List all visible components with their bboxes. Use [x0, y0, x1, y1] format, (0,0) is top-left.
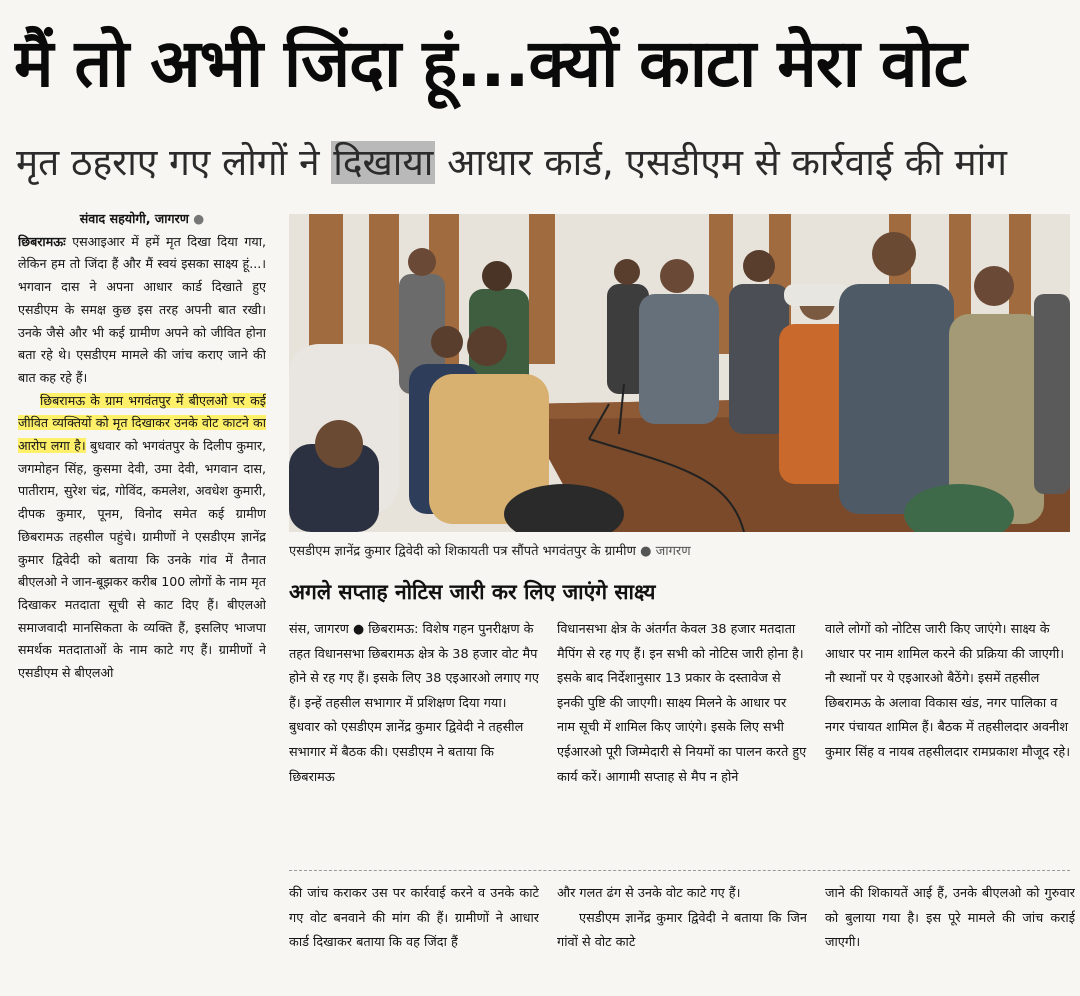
story1-para2-text: बुधवार को भगवंतपुर के दिलीप कुमार, जगमोहन सिंह, कुसमा देवी, उमा देवी, भगवान दास, पातीराम, सुरेश चंद्र, गोविंद, कमलेश, अवधेश कुमारी, दीपक कुमार, पूनम, विनोद समेत कई ग्रामीण छिबरामऊ तहसील पहुंचे। ग्रामीणों ने एसडीएम ज्ञानेंद्र कुमार द्विवेदी को बताया कि उनके गांव में तैनात बीएलओ ने जान-बूझकर करीब 100 लोगों के नाम मृत दिखाकर मतदाता सूची से काट दिए हैं। बीएलओ समाजवादी मानसिकता के व्यक्ति हैं, इसलिए भाजपा समर्थक मतदाताओं के नाम काटे गए हैं। ग्रामीणों ने एसडीएम से बीएलओ	[18, 438, 266, 681]
meeting-photo-illustration	[289, 214, 1070, 532]
highlighted-text: छिबरामऊ के ग्राम भगवंतपुर में बीएलओ पर कई जीवित व्यक्तियों को मृत दिखाकर उनके वोट काटने का आरोप लगा है।	[18, 392, 266, 454]
continued-text-2b: एसडीएम ज्ञानेंद्र कुमार द्विवेदी ने बताया कि जिन गांवों से वोट काटे	[557, 910, 807, 951]
photo-caption	[289, 540, 1070, 564]
story1-para1-text: एसआइआर में हमें मृत दिखा दिया गया, लेकिन हम तो जिंदा हैं और मैं स्वयं इसका साक्ष्य हूं...। भगवान दास ने अपना आधार कार्ड दिखाते हुए एसडीएम के समक्ष कुछ इस तरह अपनी बात रखी। उनके जैसे और भी कई ग्रामीण अपने को जीवित होना बता रहे थे। एसडीएम मामले की जांच कराए जाने की बात कह रहे हैं।	[18, 233, 266, 385]
subheadline	[16, 130, 1066, 196]
continued-text-3: जाने की शिकायतें आई हैं, उनके बीएलओ को गुरुवार को बुलाया गया है। इस पूरे मामले की जांच कराई जाएगी।	[825, 886, 1075, 951]
byline-dot: ●	[193, 211, 205, 226]
continued-text-1: की जांच कराकर उस पर कार्रवाई करने व उनके काटे गए वोट बनवाने की मांग की हैं। ग्रामीणों ने आधार कार्ड दिखाकर बताया कि वह जिंदा हैं	[289, 886, 539, 951]
byline	[18, 208, 266, 231]
byline-text: संवाद सहयोगी, जागरण	[79, 211, 189, 226]
story1-column	[18, 208, 266, 994]
continued-text-2a: और गलत ढंग से उनके वोट काटे गए हैं।	[557, 886, 741, 901]
headline: मैं तो अभी जिंदा हूं...क्यों काटा मेरा वोट	[14, 25, 966, 102]
photo-caption-text: एसडीएम ज्ञानेंद्र कुमार द्विवेदी को शिकायती पत्र सौंपते भगवंतपुर के ग्रामीण	[289, 544, 636, 559]
subhead-before: मृत ठहराए गए लोगों ने	[16, 141, 332, 184]
subhead-after: आधार कार्ड, एसडीएम से कार्रवाई की मांग	[435, 141, 1008, 184]
story2-column-3: वाले लोगों को नोटिस जारी किए जाएंगे। साक्ष्य के आधार पर नाम शामिल करने की प्रक्रिया की जाएगी। नौ स्थानों पर ये एइआरओ बैठेंगे। इसमें तहसील छिबरामऊ के अलावा विकास खंड, नगर पालिका व नगर पंचायत शामिल हैं। बैठक में तहसीलदार अवनीश कुमार सिंह व नायब तहसीलदार रामप्रकाश मौजूद रहे।	[825, 622, 1071, 760]
story2-column-2: विधानसभा क्षेत्र के अंतर्गत केवल 38 हजार मतदाता मैपिंग से रह गए हैं। इन सभी को नोटिस जारी होना है। इसके बाद निर्देशानुसार 13 प्रकार के दस्तावेज से इनकी पुष्टि की जाएगी। साक्ष्य मिलने के आधार पर नाम सूची में शामिल किए जाएंगे। इसके लिए सभी एईआरओ पूरी जिम्मेदारी से नियमों का पालन करते हुए कार्य करें। आगामी सप्ताह से मैप न होने	[557, 622, 807, 785]
dateline-place: छिबरामऊः	[18, 233, 66, 249]
story1-para1	[18, 231, 266, 390]
story2-title: अगले सप्ताह नोटिस जारी कर लिए जाएंगे साक्ष्य	[289, 580, 656, 604]
story1-para2	[18, 390, 266, 685]
story1-continued-column-1	[289, 882, 539, 992]
story1-continued-column-3	[825, 882, 1075, 992]
section-divider	[289, 870, 1070, 871]
story2-column-1: संस, जागरण ● छिबरामऊ: विशेष गहन पुनरीक्षण के तहत विधानसभा छिबरामऊ क्षेत्र के 38 हजार वोट मैप होने से रह गए हैं। इसके लिए 38 एइआरओ लगाए गए हैं। इन्हें तहसील सभागार में प्रशिक्षण दिया गया। बुधवार को एसडीएम ज्ञानेंद्र कुमार द्विवेदी ने तहसील सभागार में बैठक की। एसडीएम ने बताया कि छिबरामऊ	[289, 622, 539, 785]
news-photo	[289, 214, 1070, 532]
subhead-highlight: दिखाया	[333, 141, 434, 184]
story1-continued-column-2	[557, 882, 807, 992]
photo-credit: ● जागरण	[640, 544, 691, 559]
